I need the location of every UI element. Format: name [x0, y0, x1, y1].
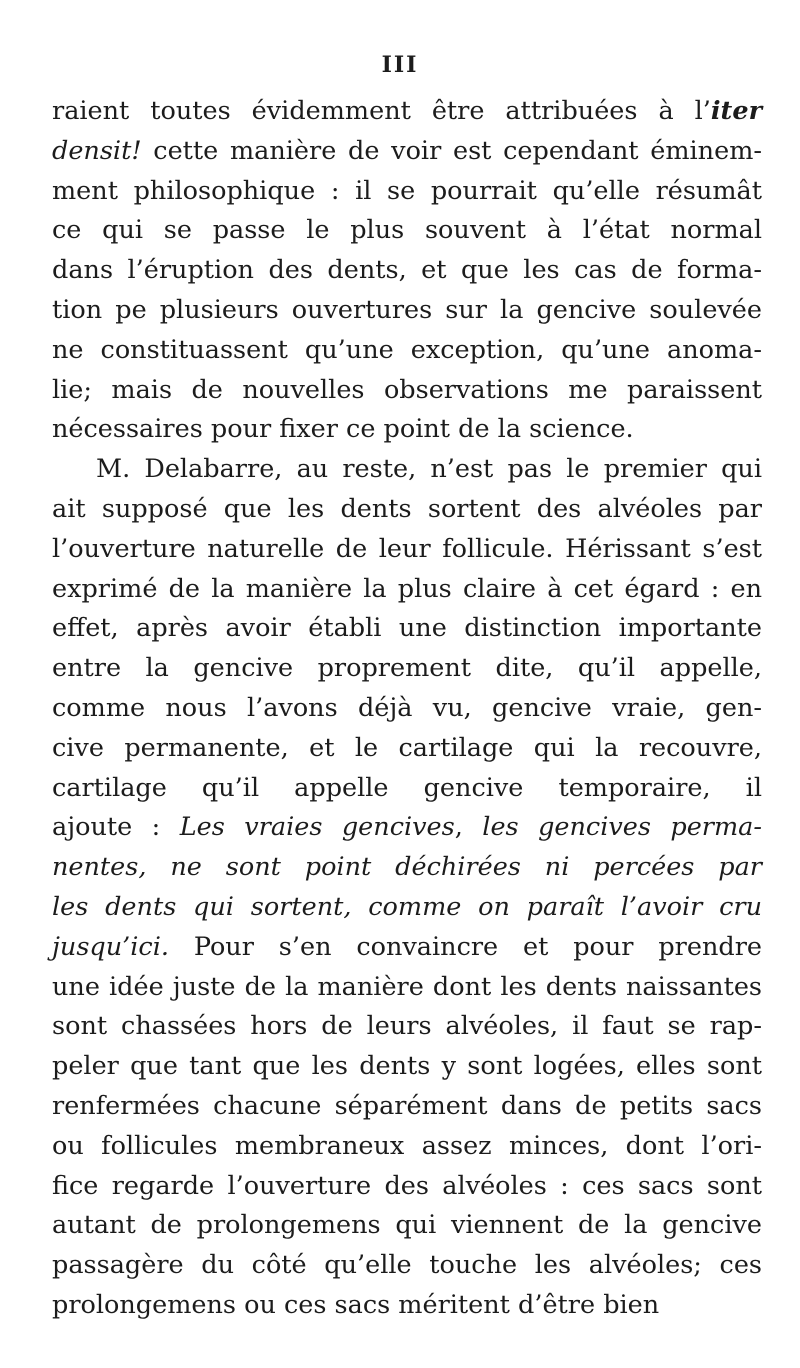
text-run: ment philosophique : il se pourrait qu’elle résumât — [52, 175, 762, 206]
text-line — [52, 410, 762, 450]
text-run: dans l’éruption des dents, et que les cas de forma- — [52, 255, 762, 286]
text-line — [52, 211, 762, 251]
text-line — [52, 1047, 762, 1087]
text-line — [52, 490, 762, 530]
text-line — [52, 1127, 762, 1167]
text-run: cive permanente, et le cartilage qui la recouvre, — [52, 732, 762, 763]
text-run: nentes, ne sont point déchirées ni percées par — [52, 852, 762, 883]
text-run: renfermées chacune séparément dans de petits sacs — [52, 1090, 762, 1121]
text-line — [52, 450, 762, 490]
text-line — [52, 649, 762, 689]
text-run: cartilage qu’il appelle gencive temporaire, il — [52, 772, 762, 803]
text-run: ou follicules membraneux assez minces, dont l’ori- — [52, 1130, 762, 1161]
text-run: nécessaires pour fixer ce point de la science. — [52, 414, 634, 445]
text-line — [52, 1007, 762, 1047]
text-run: ce qui se passe le plus souvent à l’état normal — [52, 215, 762, 246]
text-line — [52, 530, 762, 570]
text-run: raient toutes évidemment être attribuées à l’ — [52, 96, 711, 126]
text-line — [52, 172, 762, 212]
text-run: sont chassées hors de leurs alvéoles, il faut se rap- — [52, 1011, 762, 1042]
text-run: l’ouverture naturelle de leur follicule. Hérissant s’est — [52, 533, 762, 564]
text-line — [52, 888, 762, 928]
text-run: , — [454, 812, 483, 843]
text-run: lie; mais de nouvelles observations me paraissent — [52, 374, 762, 405]
text-run: passagère du côté qu’elle touche les alvéoles; ces — [52, 1250, 762, 1281]
text-run: ait supposé que les dents sortent des alvéoles par — [52, 493, 762, 524]
text-run: iter — [710, 96, 762, 126]
text-line — [52, 689, 762, 729]
text-line — [52, 1246, 762, 1286]
text-line — [52, 1087, 762, 1127]
text-line — [52, 968, 762, 1008]
text-line — [52, 1206, 762, 1246]
text-line — [52, 92, 762, 132]
text-line — [52, 1167, 762, 1207]
text-line — [52, 729, 762, 769]
text-run: M. Delabarre, au reste, n’est pas le premier qui — [96, 454, 762, 485]
text-run: peler que tant que les dents y sont logées, elles sont — [52, 1051, 762, 1082]
text-line — [52, 251, 762, 291]
text-run: prolongemens ou ces sacs méritent d’être bien — [52, 1289, 660, 1320]
text-line — [52, 331, 762, 371]
text-run: effet, après avoir établi une distinction importante — [52, 613, 762, 644]
text-run: fice regarde l’ouverture des alvéoles : ces sacs sont — [52, 1170, 762, 1201]
text-run: tion pe plusieurs ouvertures sur la gencive soulevée — [52, 294, 762, 325]
text-line — [52, 371, 762, 411]
text-line — [52, 132, 762, 172]
text-line — [52, 928, 762, 968]
text-run: une idée juste de la manière dont les dents naissantes — [52, 971, 762, 1002]
text-run: Les vraies gencives — [179, 812, 455, 843]
text-line — [52, 570, 762, 610]
text-run: les dents qui sortent, comme on paraît l’avoir cru — [52, 891, 762, 922]
text-run: Pour s’en convaincre et pour prendre — [168, 931, 762, 962]
text-run: entre la gencive proprement dite, qu’il appelle, — [52, 653, 762, 684]
text-line — [52, 848, 762, 888]
text-run: densit! — [52, 135, 142, 166]
body-text — [52, 92, 762, 1326]
page-number: III — [381, 52, 419, 78]
text-line — [52, 609, 762, 649]
text-line — [52, 769, 762, 809]
text-run: ajoute : — [52, 812, 180, 843]
text-run: ne constituassent qu’une exception, qu’une anoma- — [52, 334, 762, 365]
text-run: cette manière de voir est cependant éminem- — [141, 135, 762, 166]
text-line — [52, 1286, 762, 1326]
text-line — [52, 808, 762, 848]
text-run: jusqu’ici. — [52, 931, 169, 962]
text-run: comme nous l’avons déjà vu, gencive vraie, gen- — [52, 692, 762, 723]
text-run: exprimé de la manière la plus claire à cet égard : en — [52, 573, 762, 604]
text-run: les gencives perma- — [482, 812, 762, 843]
text-line — [52, 291, 762, 331]
text-run: autant de prolongemens qui viennent de la gencive — [52, 1210, 762, 1241]
